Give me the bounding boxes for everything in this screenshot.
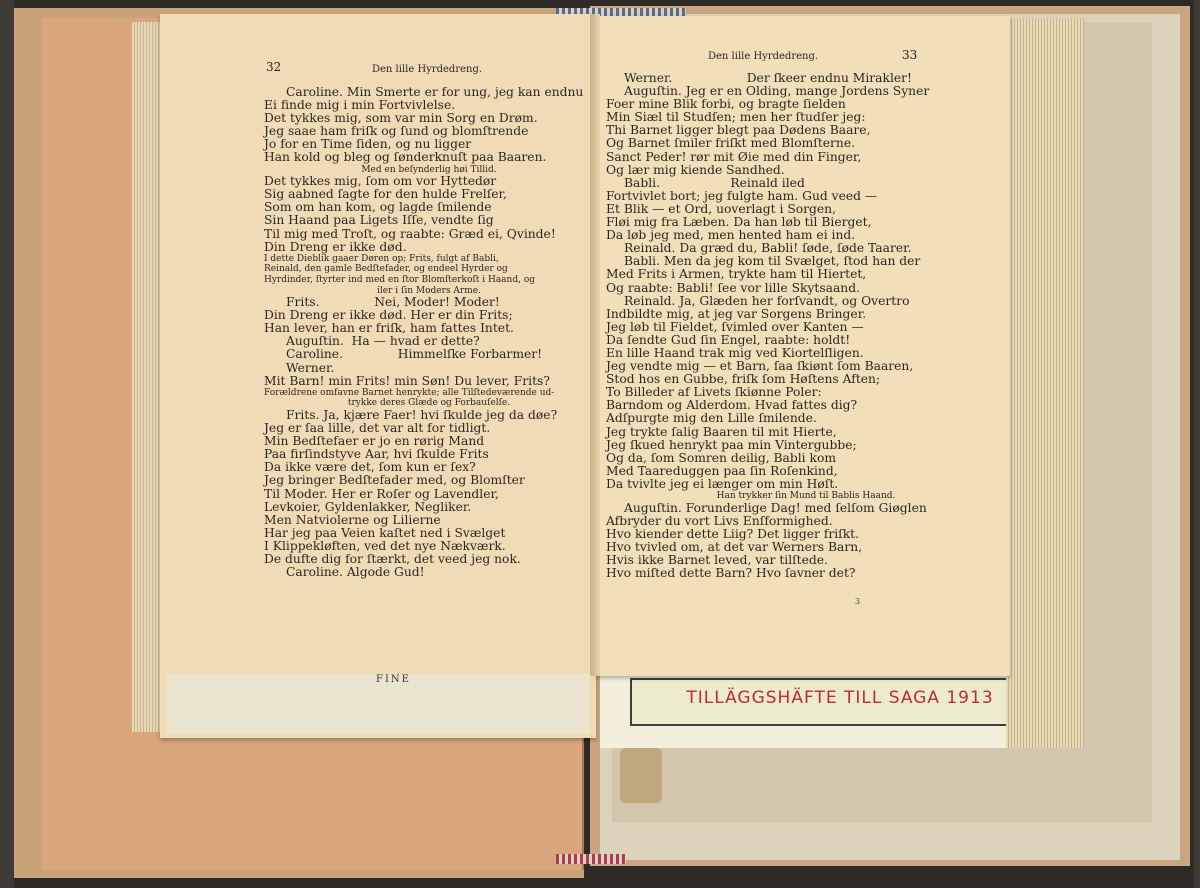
text-line: Hvis ikke Barnet leved, var tilſtede. — [606, 552, 828, 567]
text-line: Babli. Reinald iled — [624, 175, 805, 190]
text-line: I Klippekløften, ved det nye Nækværk. — [264, 538, 506, 553]
text-line: Barndom og Alderdom. Hvad fattes dig? — [606, 398, 858, 413]
text-line: Til Moder. Her er Roſer og Lavendler, — [264, 486, 499, 501]
text-line: Din Dreng er ikke død. Her er din Frits; — [264, 308, 513, 323]
text-line: Fløi mig fra Læben. Da han løb til Bierget, — [606, 215, 872, 230]
right-running-head: Den lille Hyrdedreng. — [708, 51, 819, 62]
text-line: Min Siæl til Studſen; men her ſtudſer jeg: — [606, 110, 866, 125]
text-line: Sanct Peder! rør mit Øie med din Finger, — [606, 149, 862, 164]
text-line: Han trykker ſin Mund til Bablis Haand. — [716, 491, 896, 501]
text-line: Jeg bringer Bedſtefader med, og Blomſter — [264, 473, 525, 488]
text-line: Han lever, han er friſk, ham fattes Intet. — [264, 321, 514, 336]
text-line: Som om han kom, og lagde ſmilende — [264, 200, 492, 215]
text-line: Med Frits i Armen, trykte ham til Hiertet, — [606, 267, 867, 282]
text-line: I dette Dieblik gaaer Døren op; Frits, fulgt af Babli, — [264, 253, 499, 264]
text-line: Reinald. Ja, Glæden her forſvandt, og Overtro — [624, 293, 910, 308]
text-line: Det tykkes mig, ſom om vor Hyttedør — [264, 174, 497, 189]
text-line: Og raabte: Babli! ſee vor lille Skytsaand. — [606, 280, 861, 295]
text-line: Werner. Der ſkeer endnu Mirakler! — [624, 71, 912, 85]
right-page-edges — [1006, 18, 1084, 748]
text-line: Auguſtin. Ha — hvad er dette? — [286, 334, 480, 349]
text-line: Werner. — [286, 360, 335, 375]
text-line: Jeg trykte ſalig Baaren til mit Hierte, — [606, 424, 837, 439]
text-line: Hvo tvivled om, at det var Werners Barn, — [606, 539, 863, 554]
text-line: Jeg ſkued henrykt paa min Vintergubbe; — [606, 437, 857, 452]
text-line: Med Taareduggen paa ſin Roſenkind, — [606, 463, 838, 478]
text-line: Adſpurgte mig den Lille ſmilende. — [606, 411, 817, 426]
text-line: Hvo kiender dette Liig? Det ligger friſkt. — [606, 526, 859, 541]
text-line: Jo for en Time ſiden, og nu ligger — [264, 137, 472, 152]
text-line: Han kold og bleg og ſønderknuſt paa Baaren. — [264, 150, 547, 165]
text-line: Et Blik — et Ord, uoverlagt i Sorgen, — [606, 201, 837, 216]
text-line: Forældrene omfavne Barnet henrykte; alle Tilſtedeværende ud- — [264, 387, 555, 398]
text-line: Da tvivlte jeg ei længer om min Høſt. — [606, 476, 839, 491]
page-footer-mark: FINE — [376, 674, 411, 685]
text-line: Frits. Nei, Moder! Moder! — [286, 295, 500, 310]
text-line: Reinald, den gamle Bedſtefader, og endeel Hyrder og — [264, 264, 508, 275]
text-line: Caroline. Min Smerte er for ung, jeg kan endnu — [286, 85, 584, 99]
text-line: Reinald. Da græd du, Babli! ſøde, ſøde Taarer. — [624, 241, 912, 256]
text-line: Din Dreng er ikke død. — [264, 239, 407, 254]
text-line: Auguſtin. Forunderlige Dag! med ſelſom Giøglen — [624, 500, 927, 515]
text-line: Jeg er ſaa lille, det var alt for tidligt. — [264, 421, 491, 436]
right-page-number: 33 — [902, 48, 918, 62]
spine-ribbon-bottom — [556, 854, 626, 864]
signature-mark: 3 — [855, 597, 861, 606]
text-line: iler i ſin Moders Arme. — [377, 285, 481, 296]
text-line: Levkoier, Gyldenlakker, Negliker. — [264, 499, 472, 514]
text-line: Caroline. Algode Gud! — [286, 565, 425, 580]
text-line: Mit Barn! min Frits! min Søn! Du lever, Frits? — [264, 373, 550, 388]
text-line: Hvo miſted dette Barn? Hvo ſavner det? — [606, 566, 856, 581]
left-page-text — [264, 86, 594, 579]
text-line: Stod hos en Gubbe, friſk ſom Høſtens Aften; — [606, 372, 881, 387]
text-line: Har jeg paa Veien kaſtet ned i Svælget — [264, 525, 506, 540]
text-line: Og da, ſom Somren deilig, Babli kom — [606, 450, 837, 465]
text-line: Min Bedſtefaer er jo en rørig Mand — [264, 434, 485, 449]
text-line: To Billeder af Livets ſkiønne Poler: — [606, 385, 822, 400]
text-line: Sig aabned ſagte for den hulde Frelſer, — [264, 187, 507, 202]
text-line: Indbildte mig, at jeg var Sorgens Bringer. — [606, 306, 867, 321]
text-line: Og Barnet ſmiler friſkt med Blomſterne. — [606, 136, 856, 151]
text-line: De dufte dig for ſtærkt, det veed jeg nok. — [264, 551, 521, 566]
text-line: Jeg løb til Fieldet, ſvimled over Kanten — — [606, 319, 864, 334]
text-line: Til mig med Troſt, og raabte: Græd ei, Qvinde! — [264, 226, 556, 241]
text-line: Frits. Ja, kjære Faer! hvi ſkulde jeg da døe? — [286, 407, 558, 422]
cover-title: TILLÄGGSHÄFTE TILL SAGA 1913 — [686, 688, 994, 708]
text-line: Hyrdinder, ſtyrter ind med en ſtor Blomſterkoſt i Haand, og — [264, 274, 536, 285]
text-line: Fortvivlet bort; jeg fulgte ham. Gud veed — — [606, 188, 878, 203]
paper-stain — [620, 748, 662, 803]
text-line: Jeg vendte mig — et Barn, ſaa ſkiønt ſom Baaren, — [606, 359, 914, 374]
text-line: Babli. Men da jeg kom til Svælget, ſtod han der — [624, 254, 921, 269]
text-line: Og lær mig kiende Sandhed. — [606, 162, 785, 177]
left-page-number: 32 — [266, 60, 282, 74]
text-line: Sin Haand paa Ligets Iſſe, vendte ſig — [264, 213, 494, 228]
text-line: Paa firſindstyve Aar, hvi ſkulde Frits — [264, 447, 489, 462]
text-line: Men Natviolerne og Lilierne — [264, 512, 441, 527]
text-line: Auguſtin. Jeg er en Olding, mange Jordens Syner — [624, 84, 930, 99]
text-line: Da ſendte Gud ſin Engel, raabte: holdt! — [606, 332, 851, 347]
right-page-text — [606, 72, 1006, 580]
text-line: Da ikke være det, ſom kun er ſex? — [264, 460, 476, 475]
text-line: Thi Barnet ligger blegt paa Dødens Baare, — [606, 123, 871, 138]
text-line: Caroline. Himmelſke Forbarmer! — [286, 347, 543, 362]
text-line: Ei finde mig i min Fortvivlelse. — [264, 98, 456, 113]
text-line: Da løb jeg med, men hented ham ei ind. — [606, 228, 856, 243]
text-line: Foer mine Blik forbi, og bragte ſielden — [606, 97, 846, 112]
left-running-head: Den lille Hyrdedreng. — [372, 64, 483, 75]
text-line: trykke deres Glæde og Forbauſelſe. — [347, 398, 511, 409]
text-line: Afbryder du vort Livs Enſformighed. — [606, 513, 833, 528]
text-line: Jeg saae ham friſk og ſund og blomſtrende — [264, 124, 529, 139]
text-line: Det tykkes mig, som var min Sorg en Drøm. — [264, 111, 538, 126]
text-line: Med en beſynderlig høi Tillid. — [361, 164, 497, 175]
text-line: En lille Haand trak mig ved Kiortelſligen. — [606, 345, 864, 360]
